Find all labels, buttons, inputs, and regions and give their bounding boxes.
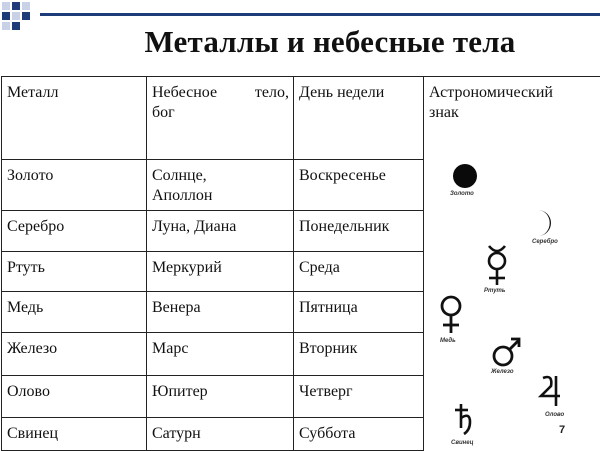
cell-weekday: Понедельник bbox=[294, 211, 424, 252]
deco-square bbox=[22, 12, 30, 20]
header-metal: Металл bbox=[2, 77, 147, 160]
cell-symbol bbox=[424, 376, 600, 418]
table-header-row bbox=[2, 77, 600, 160]
symbol-label-copper: Медь bbox=[440, 338, 456, 344]
page-title: Металлы и небесные тела bbox=[144, 24, 516, 59]
cell-metal: Серебро bbox=[2, 211, 147, 252]
deco-square bbox=[12, 12, 20, 20]
cell-weekday: Вторник bbox=[294, 333, 424, 376]
header-celestial-body: Небесное тело, бог bbox=[147, 77, 294, 160]
deco-square bbox=[22, 2, 30, 10]
cell-celestial-body: Луна, Диана bbox=[147, 211, 294, 252]
cell-symbol bbox=[424, 418, 600, 451]
cell-metal: Ртуть bbox=[2, 252, 147, 292]
accent-bar bbox=[40, 13, 600, 16]
symbol-label-iron: Железо bbox=[491, 369, 514, 375]
header-astronomical-sign: Астрономический знак bbox=[424, 77, 600, 160]
cell-metal: Свинец bbox=[2, 418, 147, 451]
deco-square bbox=[2, 12, 10, 20]
table-row bbox=[2, 252, 600, 292]
cell-weekday: Четверг bbox=[294, 376, 424, 418]
metals-table bbox=[1, 76, 600, 451]
cell-celestial-body: Меркурий bbox=[147, 252, 294, 292]
cell-celestial-body: Сатурн bbox=[147, 418, 294, 451]
cell-weekday: Воскресенье bbox=[294, 160, 424, 211]
cell-celestial-body: Марс bbox=[147, 333, 294, 376]
table-row bbox=[2, 211, 600, 252]
cell-symbol bbox=[424, 252, 600, 292]
cell-symbol bbox=[424, 211, 600, 252]
cell-celestial-body: Венера bbox=[147, 292, 294, 333]
cell-symbol bbox=[424, 160, 600, 211]
table-row bbox=[2, 418, 600, 451]
symbol-label-gold: Золото bbox=[450, 191, 474, 197]
cell-metal: Медь bbox=[2, 292, 147, 333]
symbol-label-lead: Свинец bbox=[451, 440, 474, 446]
cell-metal: Олово bbox=[2, 376, 147, 418]
cell-metal: Железо bbox=[2, 333, 147, 376]
table-row bbox=[2, 333, 600, 376]
cell-weekday: Суббота bbox=[294, 418, 424, 451]
cell-celestial-body: Солнце, Аполлон bbox=[147, 160, 294, 211]
cell-metal: Золото bbox=[2, 160, 147, 211]
table-row bbox=[2, 292, 600, 333]
deco-square bbox=[2, 2, 10, 10]
cell-weekday: Среда bbox=[294, 252, 424, 292]
table-row bbox=[2, 376, 600, 418]
slide-number: 7 bbox=[552, 420, 572, 440]
deco-square bbox=[12, 2, 20, 10]
symbol-label-silver: Серебро bbox=[532, 239, 558, 245]
symbol-label-tin: Олово bbox=[545, 412, 565, 418]
cell-weekday: Пятница bbox=[294, 292, 424, 333]
table-row bbox=[2, 160, 600, 211]
header-weekday: День недели bbox=[294, 77, 424, 160]
cell-celestial-body: Юпитер bbox=[147, 376, 294, 418]
cell-symbol bbox=[424, 333, 600, 376]
symbol-label-mercury: Ртуть bbox=[484, 288, 506, 294]
cell-symbol bbox=[424, 292, 600, 333]
